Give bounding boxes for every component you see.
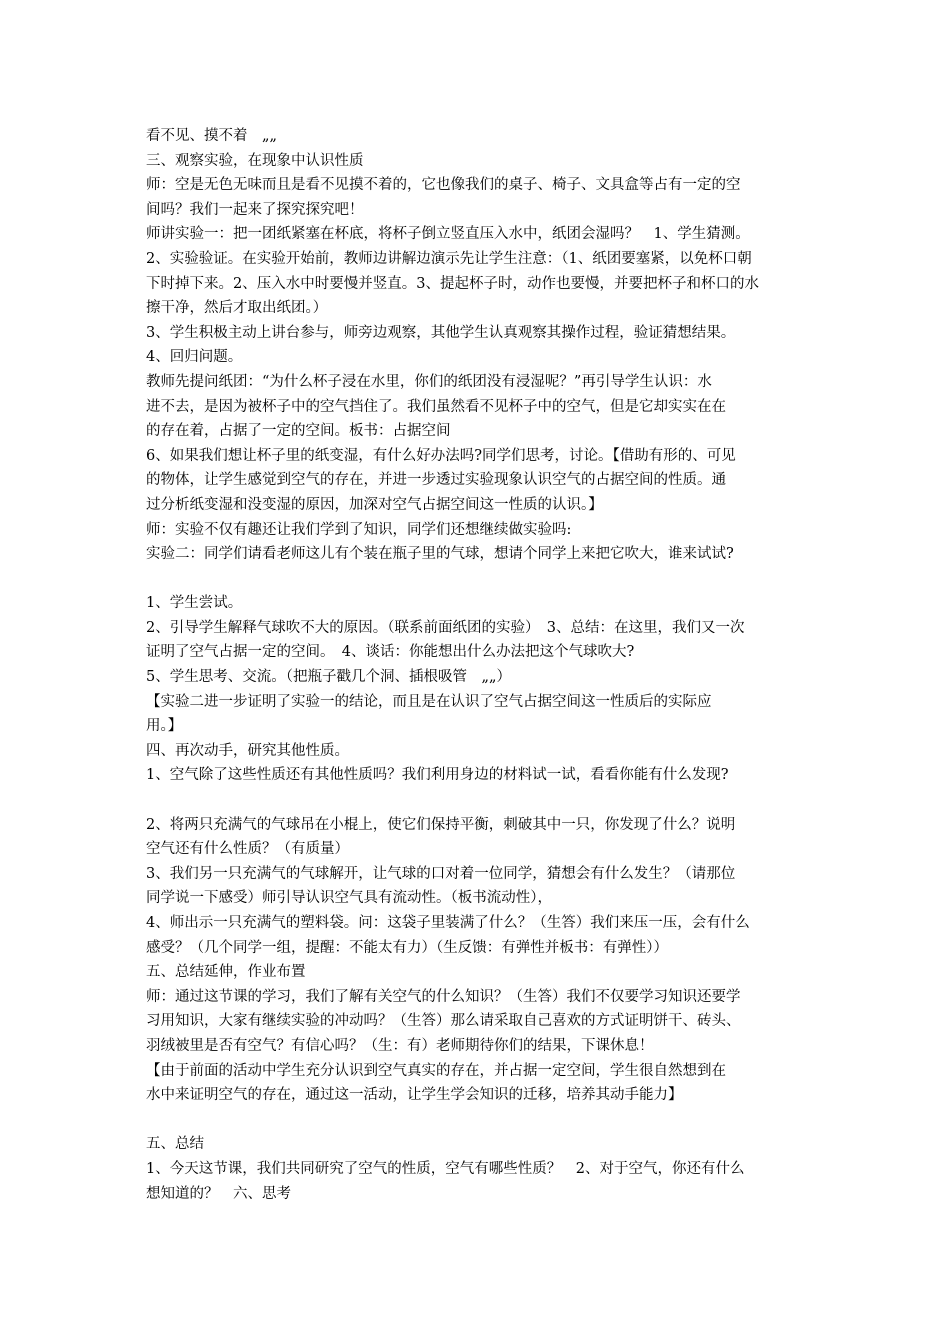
document-body xyxy=(146,124,826,1206)
text-line: 3、学生积极主动上讲台参与，师旁边观察，其他学生认真观察其操作过程，验证猜想结果。 xyxy=(146,324,736,341)
text-line: 间吗？我们一起来了探究探究吧！ xyxy=(146,201,364,218)
text-line: 的存在着，占据了一定的空间。板书：占据空间 xyxy=(146,423,451,440)
text-line: 擦干净，然后才取出纸团。） xyxy=(146,300,328,317)
text-line: 教师先提问纸团：“为什么杯子浸在水里，你们的纸团没有浸湿呢？”再引导学生认识：水 xyxy=(146,373,712,390)
text-line: 1、空气除了这些性质还有其他性质吗？我们利用身边的材料试一试，看看你能有什么发现? xyxy=(146,767,729,784)
blank-line xyxy=(146,567,826,592)
text-line: 【实验二进一步证明了实验一的结论，而且是在认识了空气占据空间这一性质后的实际应 xyxy=(146,693,712,710)
text-line: 2、引导学生解释气球吹不大的原因。（联系前面纸团的实验） 3、总结：在这里，我们又一次 xyxy=(146,619,745,636)
text-line: 2、实验验证。在实验开始前，教师边讲解边演示先让学生注意：（1、纸团要塞紧，以免杯口朝 xyxy=(146,250,752,267)
text-line: 4、回归问题。 xyxy=(146,349,243,366)
text-line: 师：空是无色无味而且是看不见摸不着的，它也像我们的桌子、椅子、文具盒等占有一定的空 xyxy=(146,177,741,194)
text-line: 进不去，是因为被杯子中的空气挡住了。我们虽然看不见杯子中的空气，但是它却实实在在 xyxy=(146,398,726,415)
text-line: 1、今天这节课，我们共同研究了空气的性质，空气有哪些性质？ 2、对于空气，你还有什么 xyxy=(146,1160,745,1177)
text-line: 6、如果我们想让杯子里的纸变湿，有什么好办法吗?同学们思考，讨论。【借助有形的、可见 xyxy=(146,447,736,464)
text-line: 5、学生思考、交流。（把瓶子戳几个洞、插根吸管 „„） xyxy=(146,669,511,686)
text-line: 师：实验不仅有趣还让我们学到了知识，同学们还想继续做实验吗: xyxy=(146,521,572,538)
text-line: 1、学生尝试。 xyxy=(146,595,243,612)
text-line: 四、再次动手，研究其他性质。 xyxy=(146,742,349,759)
text-line: 4、师出示一只充满气的塑料袋。问：这袋子里装满了什么？（生答）我们来压一压，会有什么 xyxy=(146,915,750,931)
text-line: 【由于前面的活动中学生充分认识到空气真实的存在，并占据一定空间，学生很自然想到在 xyxy=(146,1062,726,1079)
text-line: 想知道的？ 六、思考 xyxy=(146,1185,291,1202)
text-line: 三、观察实验，在现象中认识性质 xyxy=(146,152,364,169)
text-line: 空气还有什么性质？（有质量） xyxy=(146,841,349,858)
text-line: 同学说一下感受）师引导认识空气具有流动性。（板书流动性）， xyxy=(146,890,552,907)
text-line: 习用知识，大家有继续实验的冲动吗？（生答）那么请采取自己喜欢的方式证明饼干、砖头、 xyxy=(146,1013,741,1030)
text-line: 实验二：同学们请看老师这儿有个装在瓶子里的气球，想请个同学上来把它吹大，谁来试试? xyxy=(146,546,734,563)
blank-line xyxy=(146,788,826,813)
text-line: 3、我们另一只充满气的气球解开，让气球的口对着一位同学，猜想会有什么发生？（请那位 xyxy=(146,865,736,882)
text-line: 水中来证明空气的存在，通过这一活动，让学生学会知识的迁移，培养其动手能力】 xyxy=(146,1087,683,1104)
text-line: 的物体，让学生感觉到空气的存在，并进一步透过实验现象认识空气的占据空间的性质。通 xyxy=(146,472,726,489)
text-line: 2、将两只充满气的气球吊在小棍上，使它们保持平衡，刺破其中一只，你发现了什么？说明 xyxy=(146,816,736,833)
text-line: 下时掉下来。2、压入水中时要慢并竖直。3、提起杯子时，动作也要慢，并要把杯子和杯口的水 xyxy=(146,275,759,292)
blank-line xyxy=(146,1108,826,1133)
text-line: 五、总结延伸，作业布置 xyxy=(146,964,306,981)
text-line: 用。】 xyxy=(146,718,183,735)
text-line: 看不见、摸不着 „„ xyxy=(146,128,278,144)
text-line: 师：通过这节课的学习，我们了解有关空气的什么知识？（生答）我们不仅要学习知识还要学 xyxy=(146,988,741,1005)
text-line: 羽绒被里是否有空气？有信心吗？（生：有）老师期待你们的结果，下课休息！ xyxy=(146,1037,654,1054)
text-line: 过分析纸变湿和没变湿的原因，加深对空气占据空间这一性质的认识。】 xyxy=(146,496,603,513)
text-line: 感受？（几个同学一组，提醒：不能太有力）（生反馈：有弹性并板书：有弹性）） xyxy=(146,939,668,956)
text-line: 师讲实验一：把一团纸紧塞在杯底，将杯子倒立竖直压入水中，纸团会湿吗？ 1、学生猜测。 xyxy=(146,226,750,243)
text-line: 证明了空气占据一定的空间。 4、谈话：你能想出什么办法把这个气球吹大? xyxy=(146,644,635,661)
text-line: 五、总结 xyxy=(146,1136,204,1153)
